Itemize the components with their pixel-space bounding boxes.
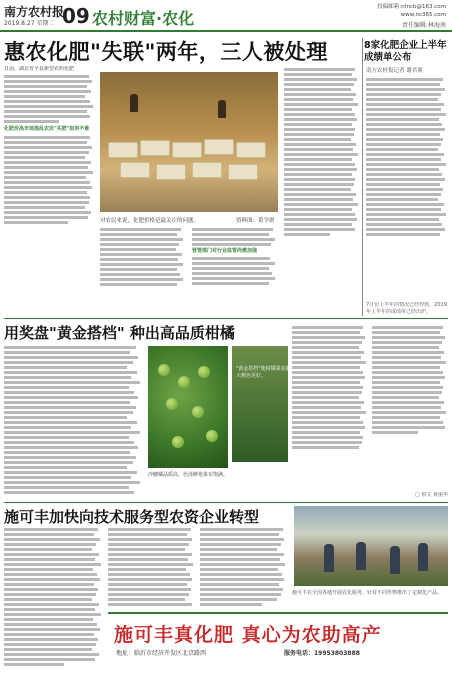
story2-headline: 用奖盘"黄金搭档" 种出高品质柑橘 [4,324,235,342]
story2-photo-caption-1: "黄金搭档"使柑橘果实膨大颜色更好。 [236,366,291,379]
side-box-footer: 7月份上半年的情况已经得到，2019年上半年的成绩单已经出炉。 [366,302,447,315]
header-editors: 责任编辑:林海南 [401,22,446,29]
story2-column-2 [292,324,368,500]
story3-column-3 [200,526,288,610]
header-website: www.nc365.com [400,12,446,18]
story3-headline: 施可丰加快向技术服务型农资企业转型 [4,508,260,526]
story3-photo-caption: 施可丰在全国各地开展农化服务，针对不同作物推出了定制化产品。 [292,590,443,596]
person-figure [324,544,334,572]
story3-column-2 [108,526,196,610]
page-number: 09 [62,4,90,28]
fertilizer-sack [108,142,138,158]
story1-column-1 [4,66,96,316]
citrus-fruit [198,366,210,378]
paper-name: 南方农村报 [4,5,65,19]
fertilizer-sack [156,164,186,180]
citrus-fruit-photo [148,346,228,468]
fertilizer-sack [140,140,170,156]
story1-column-2 [100,226,186,316]
column-divider [362,38,363,316]
person-figure [418,543,428,571]
person-figure [356,542,366,570]
citrus-fruit [158,364,170,376]
side-box-author: 南方农村报记者 谢君爽 [366,68,423,74]
story1-text-3 [192,228,278,246]
story1-photo-credit: 资料图：黄学群 [236,218,275,224]
citrus-fruit [166,398,178,410]
story2-column-3 [372,324,448,490]
citrus-fruit [192,406,204,418]
worker-figure [218,100,226,118]
citrus-tree-photo [232,346,288,462]
fertilizer-sack [120,162,150,178]
story1-photo-caption: 对农民来说，化肥价格是最关注的问题。 [100,218,200,224]
ad-title: 施可丰真化肥 真心为农助高产 [114,624,382,646]
worker-figure [130,94,138,112]
section-divider [4,502,448,503]
advertisement-banner [108,612,448,660]
ad-phone: 服务电话：19953803888 [284,650,360,657]
fertilizer-sack [228,164,258,180]
citrus-fruit [178,376,190,388]
fertilizer-sack [236,142,266,158]
story1-subhead-2: 营管部门对行业监管尚需加强 [192,248,258,254]
person-figure [390,546,400,574]
header-contact [306,3,446,19]
header-email: 投稿邮箱:nfncb@163.com [377,4,446,10]
paper-date: 2019.8.27 星期二 [4,20,55,27]
citrus-fruit [206,430,218,442]
story1-column-4 [284,66,360,316]
ad-address: 地址：临沂市经济开发区北京路西 [116,650,207,657]
story1-text-2 [4,136,96,224]
side-box-title: 8家化肥企业上半年成绩单公布 [364,40,447,63]
section-name: 农村财富·农化 [92,9,195,28]
story1-lead: 日前，湖北省全县新型农药化肥 [4,66,75,72]
side-box-text [366,76,448,301]
citrus-fruit [172,436,184,448]
story1-column-3 [192,226,278,316]
story2-byline: □ 蔡文 黄丽华 [415,492,448,498]
fertilizer-sack [192,162,222,178]
story1-text-4 [192,257,278,285]
fertilizer-warehouse-photo [100,72,278,212]
story2-column-1 [4,344,144,500]
fertilizer-sack [172,142,202,158]
fertilizer-sack [204,139,234,155]
story1-headline: 惠农化肥"失联"两年，三人被处理 [4,40,328,64]
story3-column-1 [4,526,104,670]
story2-photo-caption-2: 沙糖橘品质高，色泽鲜艳果实饱满。 [148,472,229,478]
story1-text-1 [4,75,96,123]
story1-subhead-1: 化肥价高市场混乱农民"买肥"如何不难 [4,126,90,132]
masthead [0,0,452,32]
field-service-photo [294,506,448,586]
section-divider [4,318,448,319]
